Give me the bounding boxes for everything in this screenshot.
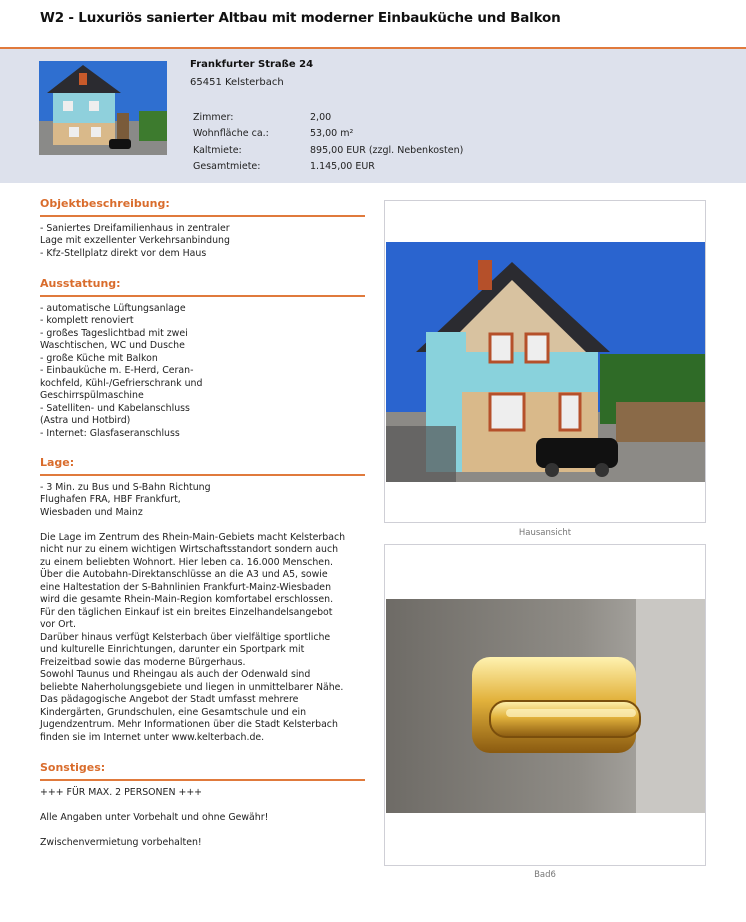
- house-photo: [384, 200, 706, 523]
- photo-caption: Hausansicht: [518, 528, 572, 538]
- section-heading: Ausstattung:: [40, 278, 365, 297]
- photo-caption: Bad6: [534, 870, 556, 880]
- fact-value: 1.145,00 EUR: [310, 161, 375, 173]
- section-body: - automatische Lüftungsanlage - komplett renoviert - großes Tageslichtbad mit zwei Waschtischen, WC und Dusche - große Küche mit Balkon - Einbauküche m. E-Herd, Ceran- kochfeld, Kühl-/Gefrierschrank und Geschirrspülmaschine - Satelliten- und Kabelanschluss (Astra und Hotbird) - Internet: Glasfaseranschluss: [40, 302, 203, 439]
- fact-row: [193, 109, 463, 126]
- fact-row: [193, 142, 463, 159]
- section-ausstattung: [40, 278, 365, 440]
- fact-label: Zimmer:: [193, 111, 234, 123]
- section-sonstiges: [40, 762, 365, 849]
- fact-row: [193, 159, 463, 176]
- fact-label: Gesamtmiete:: [193, 161, 261, 173]
- fact-row: [193, 126, 463, 143]
- section-body: - 3 Min. zu Bus und S-Bahn Richtung Flughafen FRA, HBF Frankfurt, Wiesbaden und Mainz Die Lage im Zentrum des Rhein-Main-Gebiets macht Kelsterbach nicht nur zu einem wichtigen Wirtschaftsstandort sondern auch zu einem beliebten Wohnort. Hier leben ca. 16.000 Menschen. Über die Autobahn-Direktanschlüsse an die A3 und A5, sowie eine Haltestation der S-Bahnlinien Frankfurt-Mainz-Wiesbaden wird die gesamte Rhein-Main-Region komfortabel erschlossen. Für den täglichen Einkauf ist ein breites Einzelhandelsangebot vor Ort. Darüber hinaus verfügt Kelsterbach über vielfältige sportliche und kulturelle Einrichtungen, darunter ein Sportpark mit Freizeitbad sowie das moderne Bürgerhaus. Sowohl Taunus und Rheingau als auch der Odenwald sind beliebte Naherholungsgebiete und liegen in unmittelbarer Nähe. Das pädagogische Angebot der Stadt umfasst mehrere Kindergärten, Grundschulen, eine Gesamtschule und ein Jugendzentrum. Mehr Informationen über die Stadt Kelsterbach finden sie im Internet unter www.kelterbach.de.: [40, 481, 346, 743]
- page-title: W2 - Luxuriös sanierter Altbau mit moderner Einbauküche und Balkon: [40, 10, 561, 26]
- fact-label: Wohnfläche ca.:: [193, 128, 269, 140]
- section-heading: Sonstiges:: [40, 762, 365, 781]
- section-objektbeschreibung: [40, 198, 365, 260]
- house-thumbnail: [39, 61, 167, 155]
- fact-value: 53,00 m²: [310, 128, 354, 140]
- fact-label: Kaltmiete:: [193, 144, 242, 156]
- bathroom-photo: [384, 544, 706, 866]
- section-lage: [40, 457, 365, 744]
- section-heading: Objektbeschreibung:: [40, 198, 365, 217]
- fact-value: 895,00 EUR (zzgl. Nebenkosten): [310, 144, 464, 156]
- summary-band: [0, 49, 746, 183]
- section-body: - Saniertes Dreifamilienhaus in zentraler Lage mit exzellenter Verkehrsanbindung - Kfz-Stellplatz direkt vor dem Haus: [40, 222, 230, 259]
- key-facts: [193, 109, 463, 175]
- section-body: +++ FÜR MAX. 2 PERSONEN +++ Alle Angaben unter Vorbehalt und ohne Gewähr! Zwischenvermietung vorbehalten!: [40, 786, 269, 848]
- section-heading: Lage:: [40, 457, 365, 476]
- street-address: Frankfurter Straße 24: [190, 59, 314, 70]
- fact-value: 2,00: [310, 111, 332, 123]
- city-postcode: 65451 Kelsterbach: [190, 77, 284, 88]
